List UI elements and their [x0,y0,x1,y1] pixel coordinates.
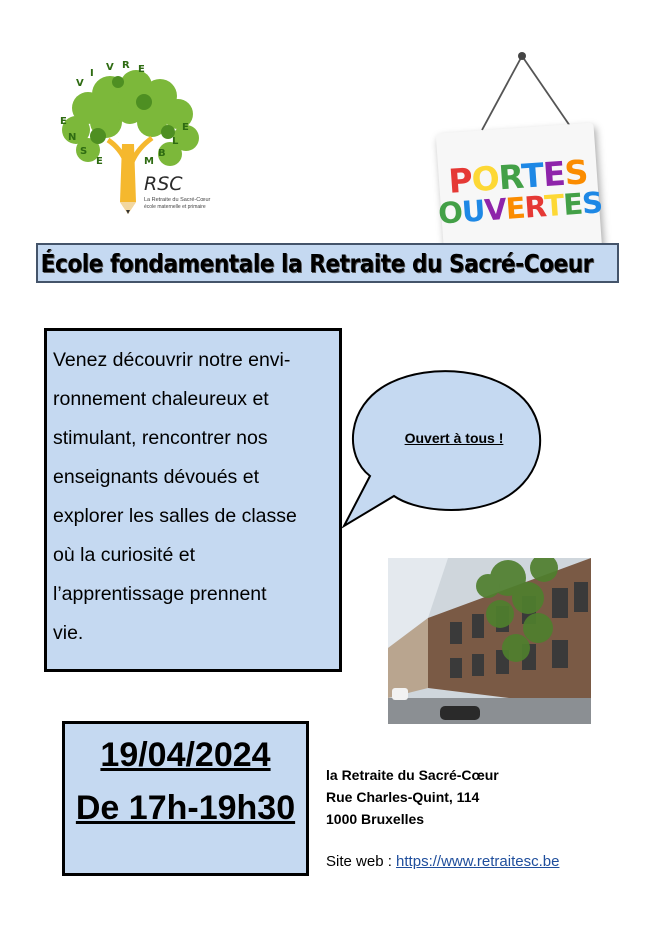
sign-letter: E [504,190,526,226]
logo-arc-letter: E [138,64,145,75]
address-name: la Retraite du Sacré-Cœur [326,767,499,783]
description-line: enseignants dévoués et [53,466,259,488]
website-line [326,853,559,870]
logo-arc-letter: L [172,136,179,147]
speech-bubble [340,364,546,534]
logo-subtitle-line: école maternelle et primaire [144,204,206,210]
logo-arc-letter: E [96,156,103,167]
sign-letter: R [523,189,546,225]
logo-arc-letter: N [68,132,77,143]
sign-letter: P [447,160,474,201]
address-block [326,764,499,830]
building-photo-icon [388,558,591,724]
page-title: École fondamentale la Retraite du Sacré-Coeur [40,248,593,278]
event-date: 19/04/2024 [100,736,271,774]
logo-arc-letter: V [76,78,84,89]
open-house-sign [430,46,616,231]
logo-arc-letter: I [90,68,94,79]
event-date-box [62,721,309,876]
logo-arc-letter: B [158,148,166,159]
sign-letter: S [580,185,604,221]
website-label: Site web : [326,853,397,870]
event-time: De 17h-19h30 [75,789,296,827]
sign-letter: R [497,156,523,198]
logo-name-line: La Retraite du Sacré-Cœur [144,197,211,203]
logo-arc-letter: R [122,60,130,71]
speech-bubble-icon [340,364,546,534]
tree-pencil-logo-icon [48,52,232,217]
logo-arc-letter: E [60,116,67,127]
logo-arc-letter: V [106,62,114,73]
description-line: ronnement chaleureux et [53,388,269,410]
description-line: vie. [53,622,84,644]
title-banner [36,243,619,283]
sign-letter: O [470,158,501,200]
logo-acronym: RSC [144,173,183,195]
address-city: 1000 Bruxelles [326,811,425,827]
sign-letter: S [563,152,589,193]
school-logo [48,52,232,217]
sign-letter: T [543,187,565,224]
sign-letter: V [483,192,508,228]
sign-letter: O [437,195,464,231]
bubble-label: Ouvert à tous ! [404,430,504,446]
description-line: Venez découvrir notre envi- [53,349,291,371]
sign-letter: T [520,155,545,196]
sign-board [436,123,603,262]
logo-arc-letter: E [182,122,189,133]
sign-letter: E [562,186,584,222]
address-street: Rue Charles-Quint, 114 [326,789,480,805]
description-line: l’apprentissage prennent [53,583,267,605]
school-building-photo [388,558,591,724]
logo-arc-letter: S [80,146,88,157]
website-link[interactable]: https://www.retraitesc.be [396,853,560,870]
sign-letter: E [541,153,566,195]
description-line: où la curiosité et [53,544,195,566]
sign-letter: U [460,193,486,229]
description-line: explorer les salles de classe [53,505,297,527]
logo-arc-letter: M [144,156,154,167]
description-line: stimulant, rencontrer nos [53,427,268,449]
description-box [44,328,342,672]
